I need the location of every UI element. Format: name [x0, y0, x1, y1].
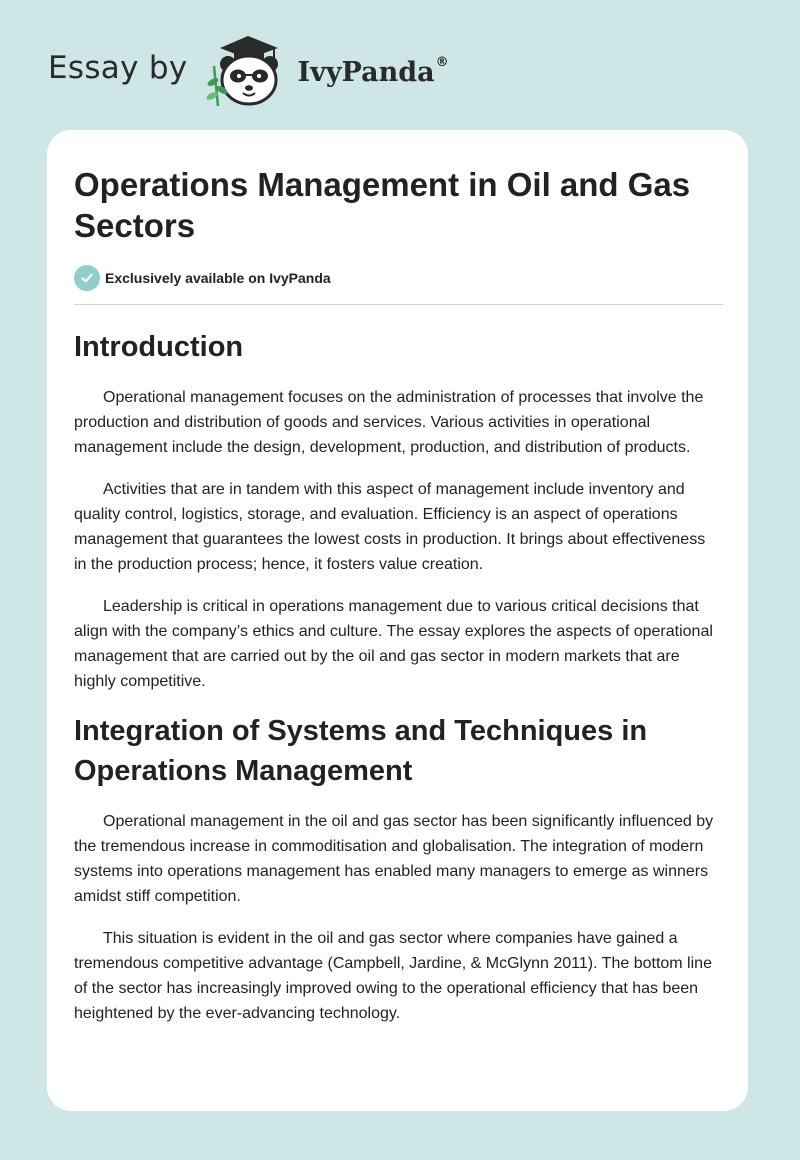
paragraph: Operational management in the oil and gas sector has been significantly influenced by the tremendous increase in commoditisation and globalisation. The integration of modern systems into operations management has enabled many managers to emerge as winners amidst stiff competition. — [74, 813, 714, 905]
exclusive-badge — [74, 265, 721, 291]
paragraph: Activities that are in tandem with this aspect of management include inventory and quality control, logistics, storage, and evaluation. Efficiency is an aspect of operations management that guarantees the lowest costs in production. It brings about effectiveness in the production process; hence, it fosters value creation. — [74, 481, 706, 573]
paragraph: Leadership is critical in operations management due to various critical decisions that align with the company’s ethics and culture. The essay explores the aspects of operational management that are carried out by the oil and gas sector in modern markets that are highly competitive. — [74, 598, 713, 690]
essay-card — [47, 130, 748, 1111]
exclusive-label: Exclusively available on IvyPanda — [105, 270, 331, 286]
brand-header — [48, 30, 449, 110]
divider — [74, 304, 723, 305]
brand-name: IvyPanda — [297, 56, 435, 88]
panda-graduate-logo-icon — [204, 30, 296, 110]
section-introduction — [74, 327, 721, 694]
brand-prefix: Essay by — [48, 50, 188, 86]
paragraph: Operational management focuses on the administration of processes that involve the production and distribution of goods and services. Various activities in operational management include the design, development, production, and distribution of products. — [74, 389, 704, 456]
section-heading: Integration of Systems and Techniques in Operations Management — [74, 715, 648, 787]
brand-registered-mark: ® — [435, 54, 449, 70]
section-heading: Introduction — [74, 331, 244, 363]
section-integration — [74, 711, 721, 1026]
page-title: Operations Management in Oil and Gas Sectors — [74, 166, 691, 244]
paragraph: This situation is evident in the oil and gas sector where companies have gained a tremendous competitive advantage (Campbell, Jardine, & McGlynn 2011). The bottom line of the sector has increasingly improved owing to the operational efficiency that has been heightened by the ever-advancing technology. — [74, 930, 712, 1022]
check-circle-icon — [74, 265, 100, 291]
